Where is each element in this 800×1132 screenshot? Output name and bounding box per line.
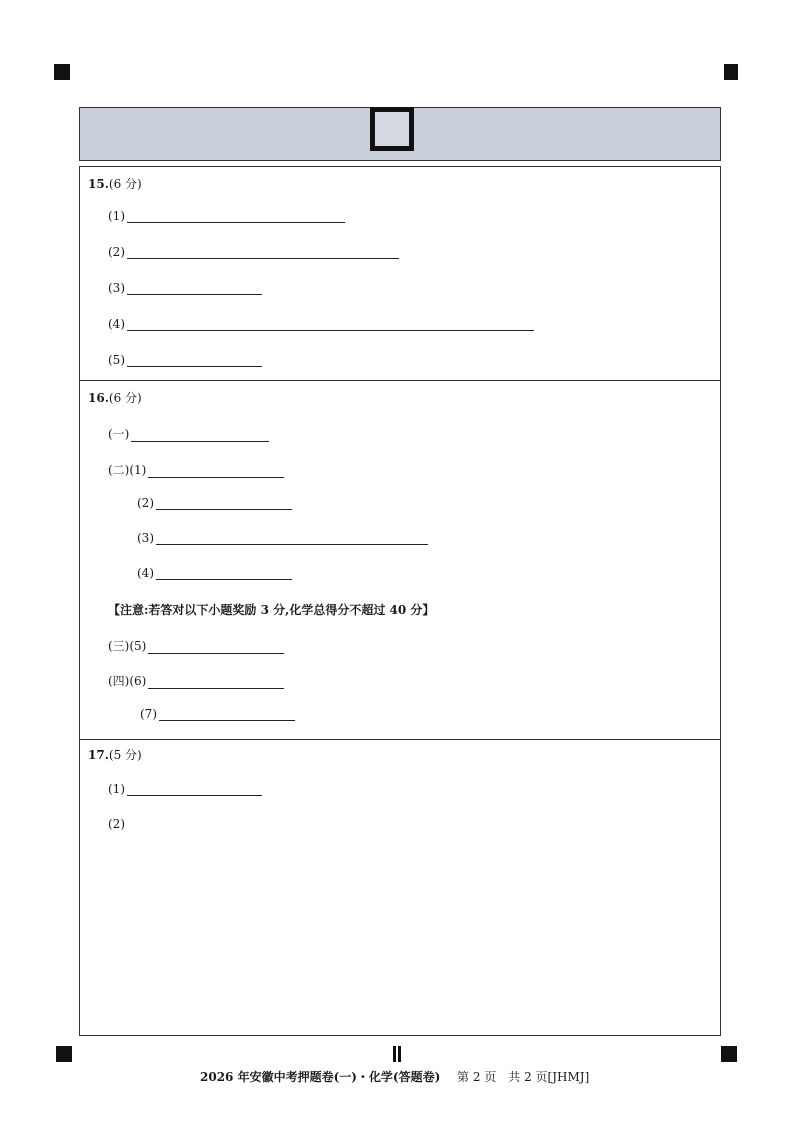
question-16-number: 16. bbox=[88, 391, 109, 405]
answer-label: (4) bbox=[137, 566, 154, 580]
answer-label: (3) bbox=[108, 281, 125, 295]
answer-row bbox=[137, 496, 292, 510]
question-15-heading bbox=[88, 175, 142, 192]
answer-line-q16-b2[interactable] bbox=[156, 497, 292, 510]
answer-line-q15-3[interactable] bbox=[127, 282, 262, 295]
answer-label: (三)(5) bbox=[108, 639, 147, 653]
answer-line-q15-1[interactable] bbox=[127, 210, 345, 223]
answer-line-q16-b4[interactable] bbox=[156, 567, 292, 580]
answer-row bbox=[108, 425, 269, 442]
answer-line-q16-c5[interactable] bbox=[148, 641, 284, 654]
question-17-number: 17. bbox=[88, 748, 109, 762]
answer-label: (2) bbox=[108, 817, 125, 831]
answer-label: (一) bbox=[108, 427, 130, 441]
footer bbox=[200, 1068, 620, 1085]
registration-mark-bottom-left bbox=[56, 1046, 72, 1062]
answer-label: (3) bbox=[137, 531, 154, 545]
answer-line-q16-b3[interactable] bbox=[156, 532, 428, 545]
answer-line-q15-4[interactable] bbox=[127, 318, 534, 331]
page-separator-bars bbox=[393, 1046, 402, 1062]
question-17-box bbox=[79, 739, 721, 1036]
answer-line-q17-1[interactable] bbox=[127, 783, 262, 796]
answer-label: (1) bbox=[108, 782, 125, 796]
answer-line-q15-2[interactable] bbox=[127, 246, 399, 259]
answer-row bbox=[108, 353, 262, 367]
footer-title: 2026 年安徽中考押题卷(一)・化学(答题卷) bbox=[200, 1070, 441, 1084]
question-15-box bbox=[79, 166, 721, 381]
answer-label: (2) bbox=[108, 245, 125, 259]
question-16-points: (6 分) bbox=[108, 391, 142, 405]
answer-label: (2) bbox=[137, 496, 154, 510]
answer-row bbox=[108, 209, 345, 223]
answer-label: (二)(1) bbox=[108, 463, 147, 477]
answer-row bbox=[140, 707, 295, 721]
bonus-note: 【注意:若答对以下小题奖励 3 分,化学总得分不超过 40 分】 bbox=[108, 603, 435, 617]
answer-line-q15-5[interactable] bbox=[127, 354, 262, 367]
question-15-points: (6 分) bbox=[108, 177, 142, 191]
answer-area-q17-2[interactable] bbox=[108, 840, 698, 1025]
answer-row bbox=[108, 461, 284, 478]
question-16-heading bbox=[88, 389, 142, 406]
answer-row bbox=[108, 245, 399, 259]
answer-line-q16-d6[interactable] bbox=[148, 676, 284, 689]
footer-page: 第 2 页 共 2 页 bbox=[457, 1070, 548, 1084]
question-15-number: 15. bbox=[88, 177, 109, 191]
answer-label: (4) bbox=[108, 317, 125, 331]
answer-label: (四)(6) bbox=[108, 674, 147, 688]
answer-label: (1) bbox=[108, 209, 125, 223]
answer-row bbox=[137, 566, 292, 580]
answer-row bbox=[108, 672, 284, 689]
registration-mark-bottom-right bbox=[721, 1046, 737, 1062]
answer-row bbox=[137, 531, 428, 545]
answer-row bbox=[108, 281, 262, 295]
answer-line-q16-b1[interactable] bbox=[148, 465, 284, 478]
answer-row bbox=[108, 637, 284, 654]
registration-mark-top-right bbox=[724, 64, 738, 80]
answer-label: (7) bbox=[140, 707, 157, 721]
question-16-box bbox=[79, 380, 721, 740]
answer-row bbox=[108, 317, 534, 331]
question-17-points: (5 分) bbox=[108, 748, 142, 762]
header-marker-square bbox=[370, 107, 414, 151]
answer-line-q16-d7[interactable] bbox=[159, 708, 295, 721]
answer-row bbox=[108, 782, 262, 796]
answer-label: (5) bbox=[108, 353, 125, 367]
footer-code: [JHMJ] bbox=[547, 1070, 590, 1084]
answer-row bbox=[108, 817, 125, 831]
registration-mark-top-left bbox=[54, 64, 70, 80]
answer-line-q16-a[interactable] bbox=[131, 429, 269, 442]
question-17-heading bbox=[88, 746, 142, 763]
